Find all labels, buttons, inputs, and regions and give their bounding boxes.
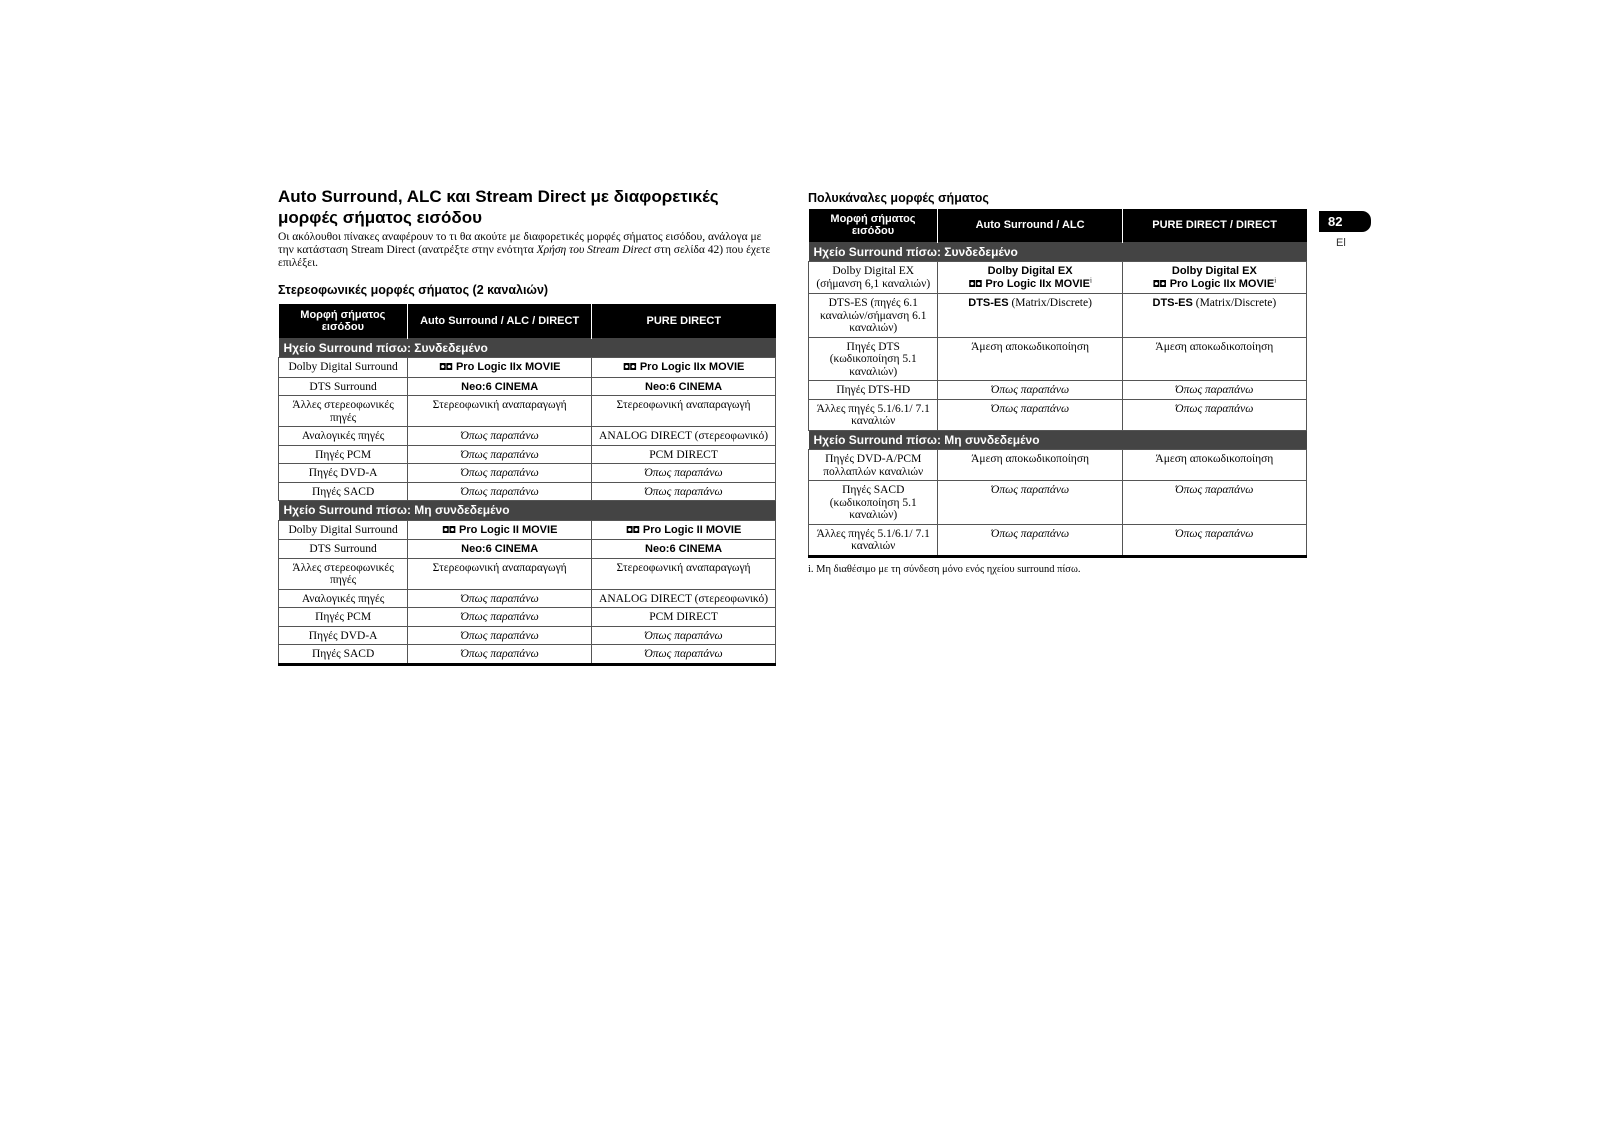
input-format-cell: Αναλογικές πηγές bbox=[279, 589, 408, 608]
mode-cell: Όπως παραπάνω bbox=[408, 645, 592, 665]
mode-cell: Όπως παραπάνω bbox=[408, 445, 592, 464]
section-title: Ηχείο Surround πίσω: Μη συνδεδεμένο bbox=[809, 430, 1307, 450]
column-header: Auto Surround / ALC / DIRECT bbox=[408, 304, 592, 338]
mode-cell: Όπως παραπάνω bbox=[592, 626, 776, 645]
mode-text: Pro Logic II MOVIE bbox=[642, 523, 742, 536]
stereo-subtitle: Στερεοφωνικές μορφές σήματος (2 καναλιών) bbox=[278, 283, 549, 297]
mode-cell: Όπως παραπάνω bbox=[408, 589, 592, 608]
mode-cell: Στερεοφωνική αναπαραγωγή bbox=[592, 396, 776, 427]
input-format-cell: DTS Surround bbox=[279, 377, 408, 396]
mode-text: Dolby Digital EX bbox=[987, 265, 1073, 277]
table-row bbox=[279, 482, 776, 501]
section-title: Ηχείο Surround πίσω: Μη συνδεδεμένο bbox=[279, 501, 776, 521]
mode-cell: Όπως παραπάνω bbox=[408, 427, 592, 446]
mode-cell bbox=[592, 358, 776, 378]
multichannel-subtitle: Πολυκάναλες μορφές σήματος bbox=[808, 191, 989, 205]
table-row bbox=[279, 445, 776, 464]
mode-text: Pro Logic IIx MOVIE bbox=[1169, 277, 1275, 290]
dolby-logo-icon: ◘◘ bbox=[441, 525, 456, 536]
mode-cell: Όπως παραπάνω bbox=[1122, 481, 1306, 525]
mode-line bbox=[1126, 275, 1303, 292]
intro-paragraph bbox=[278, 231, 776, 270]
section-header-row bbox=[279, 338, 776, 358]
table-header-row bbox=[279, 304, 776, 338]
mode-cell: Όπως παραπάνω bbox=[1122, 399, 1306, 430]
table-row bbox=[279, 540, 776, 559]
page-title: Auto Surround, ALC και Stream Direct με διαφορετικές μορφές σήματος εισόδου bbox=[278, 187, 719, 227]
mode-subtext: (Matrix/Discrete) bbox=[1011, 297, 1092, 309]
intro-link[interactable]: Χρήση του Stream Direct bbox=[536, 244, 652, 256]
mode-cell bbox=[1122, 262, 1306, 294]
table-row bbox=[279, 520, 776, 540]
table-row bbox=[809, 294, 1307, 338]
input-format-cell: Πηγές PCM bbox=[279, 608, 408, 627]
intro-text: Οι ακόλουθοι πίνακες αναφέρουν το τι θα ακούτε με διαφορετικές μορφές σήματος εισόδου, ανάλογα με την κατάσταση Stream Direct (ανατρέξτε στην ενότητα bbox=[278, 231, 762, 256]
table-header-row bbox=[809, 209, 1307, 242]
mode-cell bbox=[1122, 294, 1306, 338]
mode-text: DTS-ES bbox=[968, 297, 1009, 309]
table-row bbox=[809, 381, 1307, 400]
table-row bbox=[809, 481, 1307, 525]
mode-cell bbox=[938, 294, 1122, 338]
mode-line bbox=[941, 275, 1118, 292]
mode-cell bbox=[938, 262, 1122, 294]
mode-text: Pro Logic II MOVIE bbox=[459, 523, 558, 536]
table-row bbox=[279, 626, 776, 645]
multichannel-formats-table bbox=[808, 209, 1307, 558]
mode-cell: Neo:6 CINEMA bbox=[408, 377, 592, 396]
mode-cell: Στερεοφωνική αναπαραγωγή bbox=[408, 558, 592, 589]
input-format-cell: Πηγές SACD (κωδικοποίηση 5.1 καναλιών) bbox=[809, 481, 938, 525]
mode-cell: Neo:6 CINEMA bbox=[592, 377, 776, 396]
mode-subtext: (Matrix/Discrete) bbox=[1195, 297, 1277, 309]
mode-cell: Όπως παραπάνω bbox=[592, 645, 776, 665]
input-format-cell: Dolby Digital Surround bbox=[279, 358, 408, 378]
mode-cell: Άμεση αποκωδικοποίηση bbox=[938, 450, 1122, 481]
mode-cell: Άμεση αποκωδικοποίηση bbox=[1122, 450, 1306, 481]
input-format-cell: Άλλες στερεοφωνικές πηγές bbox=[279, 396, 408, 427]
dolby-logo-icon: ◘◘ bbox=[622, 363, 636, 373]
section-header-row bbox=[279, 501, 776, 521]
mode-cell bbox=[408, 520, 592, 540]
section-title: Ηχείο Surround πίσω: Συνδεδεμένο bbox=[279, 338, 776, 358]
mode-cell: ANALOG DIRECT (στερεοφωνικό) bbox=[592, 589, 776, 608]
table-row bbox=[279, 396, 776, 427]
input-format-cell: Πηγές SACD bbox=[279, 482, 408, 501]
mode-cell: Όπως παραπάνω bbox=[408, 626, 592, 645]
mode-cell: Άμεση αποκωδικοποίηση bbox=[1122, 337, 1306, 381]
table-row bbox=[809, 524, 1307, 556]
input-format-cell: DTS-ES (πηγές 6.1 καναλιών/σήμανση 6.1 καναλιών) bbox=[809, 294, 938, 338]
mode-cell: Neo:6 CINEMA bbox=[408, 540, 592, 559]
input-format-cell: Πηγές DVD-A bbox=[279, 464, 408, 483]
section-title: Ηχείο Surround πίσω: Συνδεδεμένο bbox=[809, 242, 1307, 262]
input-format-cell: DTS Surround bbox=[279, 540, 408, 559]
mode-cell: Όπως παραπάνω bbox=[1122, 524, 1306, 556]
input-format-cell: Πηγές DTS-HD bbox=[809, 381, 938, 400]
table-row bbox=[279, 358, 776, 378]
mode-text: Dolby Digital EX bbox=[1171, 265, 1257, 277]
mode-cell: Όπως παραπάνω bbox=[408, 464, 592, 483]
table-row bbox=[279, 645, 776, 665]
mode-cell: Στερεοφωνική αναπαραγωγή bbox=[592, 558, 776, 589]
mode-cell: PCM DIRECT bbox=[592, 608, 776, 627]
left-column bbox=[278, 186, 776, 666]
footnote: i. Μη διαθέσιμο με τη σύνδεση μόνο ενός ηχείου surround πίσω. bbox=[808, 563, 1081, 575]
mode-cell: Όπως παραπάνω bbox=[592, 464, 776, 483]
table-row bbox=[279, 377, 776, 396]
section-header-row bbox=[809, 430, 1307, 450]
page-number-badge: 82 bbox=[1319, 211, 1371, 232]
mode-text: Pro Logic IIx MOVIE bbox=[639, 361, 745, 373]
table-row bbox=[809, 262, 1307, 294]
mode-cell: Άμεση αποκωδικοποίηση bbox=[938, 337, 1122, 381]
table-row bbox=[279, 589, 776, 608]
mode-cell: PCM DIRECT bbox=[592, 445, 776, 464]
input-format-cell: Πηγές DVD-A/PCM πολλαπλών καναλιών bbox=[809, 450, 938, 481]
column-header: PURE DIRECT / DIRECT bbox=[1122, 209, 1306, 242]
input-format-cell: Dolby Digital EX (σήμανση 6,1 καναλιών) bbox=[809, 262, 938, 294]
input-format-cell: Άλλες πηγές 5.1/6.1/ 7.1 καναλιών bbox=[809, 524, 938, 556]
column-header: Μορφή σήματος εισόδου bbox=[809, 209, 938, 242]
input-format-cell: Πηγές DVD-A bbox=[279, 626, 408, 645]
stereo-formats-table bbox=[278, 304, 776, 666]
dolby-logo-icon: ◘◘ bbox=[625, 525, 639, 536]
mode-text: DTS-ES bbox=[1152, 297, 1193, 309]
table-row bbox=[279, 608, 776, 627]
input-format-cell: Dolby Digital Surround bbox=[279, 520, 408, 540]
table-row bbox=[809, 450, 1307, 481]
page-language-label: El bbox=[1336, 237, 1346, 249]
mode-cell: Όπως παραπάνω bbox=[938, 381, 1122, 400]
mode-cell: Όπως παραπάνω bbox=[938, 481, 1122, 525]
mode-text: Pro Logic IIx MOVIE bbox=[455, 361, 561, 373]
footnote-marker: i bbox=[1089, 275, 1092, 284]
mode-cell: Όπως παραπάνω bbox=[408, 482, 592, 501]
input-format-cell: Άλλες πηγές 5.1/6.1/ 7.1 καναλιών bbox=[809, 399, 938, 430]
mode-cell: ANALOG DIRECT (στερεοφωνικό) bbox=[592, 427, 776, 446]
mode-cell: Όπως παραπάνω bbox=[938, 524, 1122, 556]
dolby-logo-icon: ◘◘ bbox=[1152, 279, 1166, 290]
input-format-cell: Πηγές SACD bbox=[279, 645, 408, 665]
dolby-logo-icon: ◘◘ bbox=[438, 363, 452, 373]
mode-cell: Όπως παραπάνω bbox=[1122, 381, 1306, 400]
table-row bbox=[279, 427, 776, 446]
mode-cell: Όπως παραπάνω bbox=[408, 608, 592, 627]
right-column bbox=[808, 190, 1307, 576]
input-format-cell: Αναλογικές πηγές bbox=[279, 427, 408, 446]
mode-cell: Όπως παραπάνω bbox=[592, 482, 776, 501]
mode-cell bbox=[592, 520, 776, 540]
mode-cell: Neo:6 CINEMA bbox=[592, 540, 776, 559]
column-header: PURE DIRECT bbox=[592, 304, 776, 338]
footnote-marker: i bbox=[1274, 275, 1277, 284]
table-row bbox=[809, 337, 1307, 381]
table-row bbox=[279, 464, 776, 483]
mode-cell: Όπως παραπάνω bbox=[938, 399, 1122, 430]
input-format-cell: Πηγές PCM bbox=[279, 445, 408, 464]
intro-text-end: στη σελίδα 42) που έχετε επιλέξει. bbox=[278, 244, 771, 269]
mode-cell bbox=[408, 358, 592, 378]
section-header-row bbox=[809, 242, 1307, 262]
input-format-cell: Άλλες στερεοφωνικές πηγές bbox=[279, 558, 408, 589]
column-header: Auto Surround / ALC bbox=[938, 209, 1122, 242]
mode-text: Pro Logic IIx MOVIE bbox=[985, 277, 1090, 290]
table-row bbox=[809, 399, 1307, 430]
table-row bbox=[279, 558, 776, 589]
column-header: Μορφή σήματος εισόδου bbox=[279, 304, 408, 338]
dolby-logo-icon: ◘◘ bbox=[968, 279, 982, 290]
mode-cell: Στερεοφωνική αναπαραγωγή bbox=[408, 396, 592, 427]
input-format-cell: Πηγές DTS (κωδικοποίηση 5.1 καναλιών) bbox=[809, 337, 938, 381]
